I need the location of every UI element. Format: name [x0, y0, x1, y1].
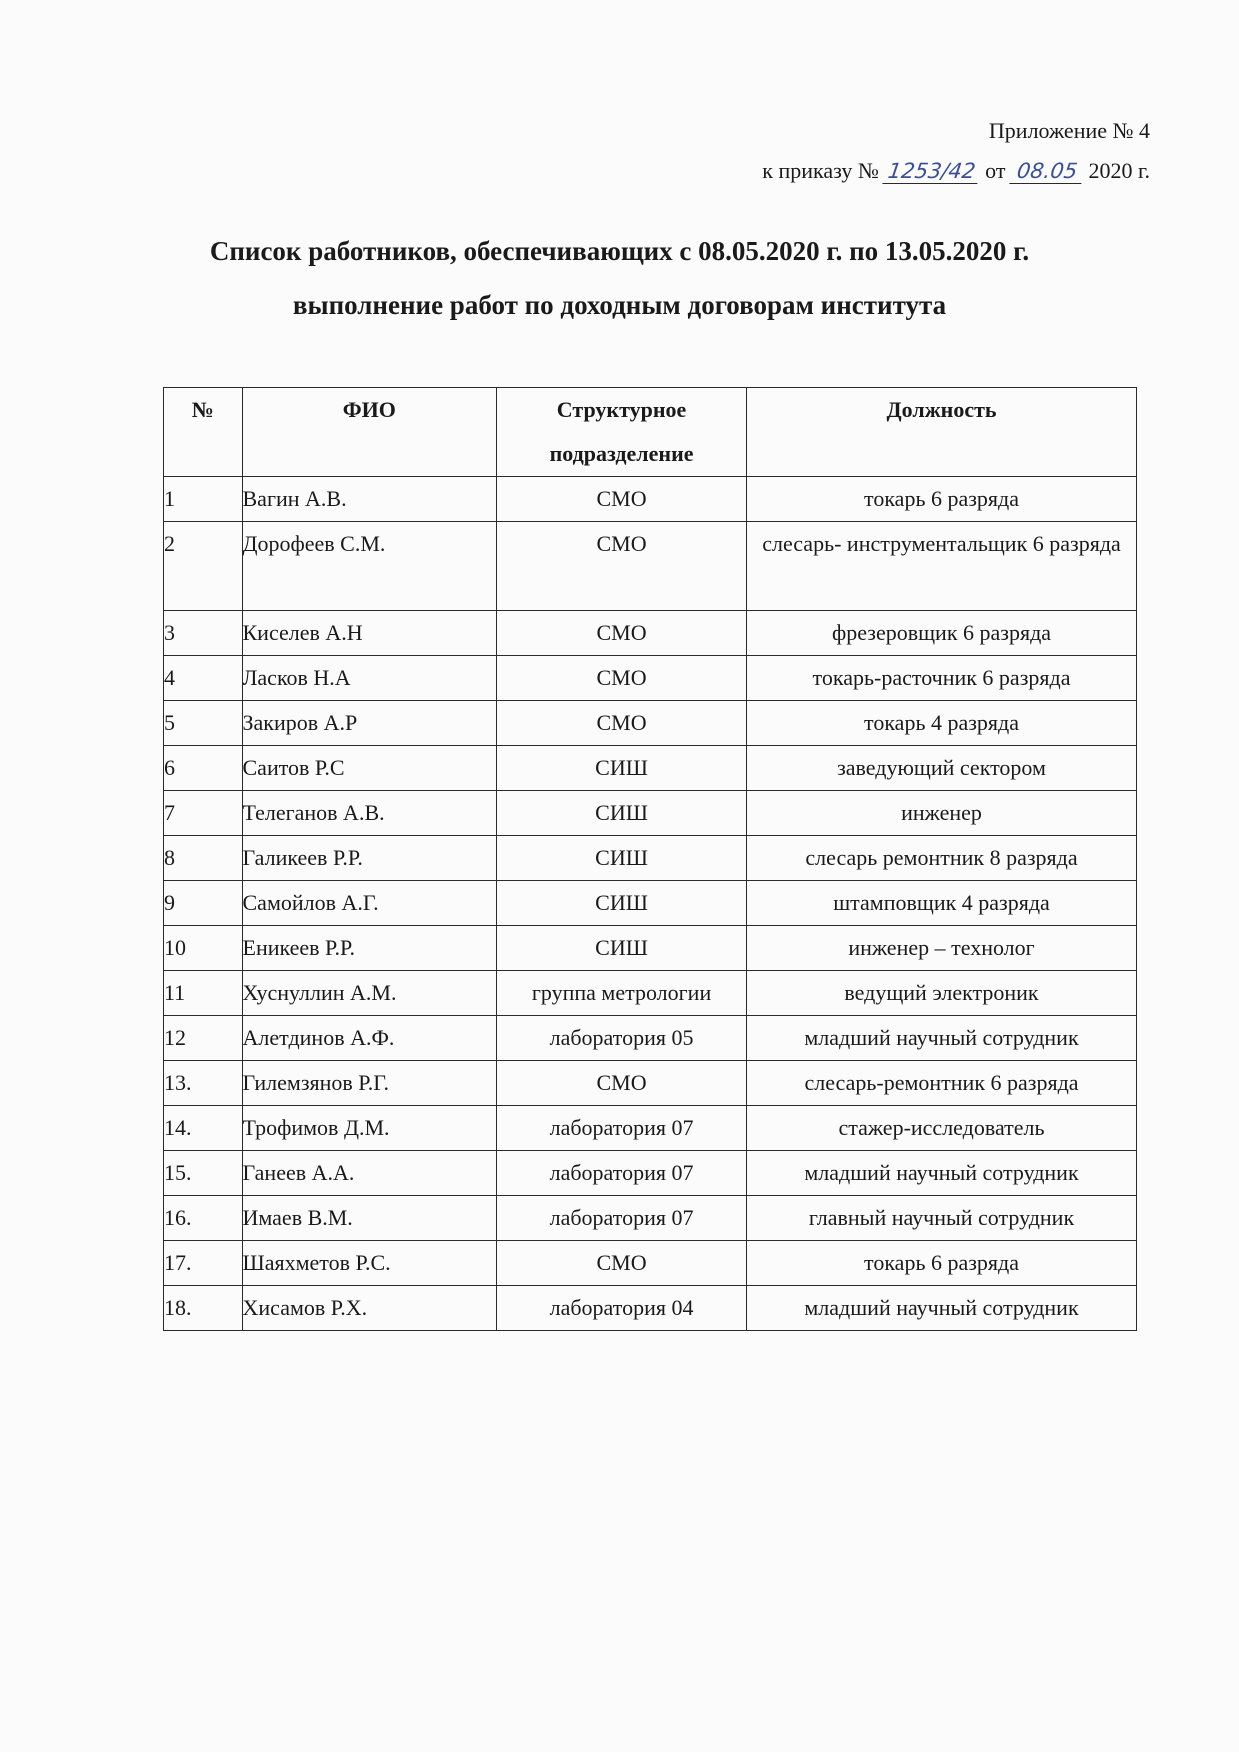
table-row — [164, 1286, 1137, 1331]
row-position: токарь-расточник 6 разряда — [747, 656, 1137, 701]
row-fio: Вагин А.В. — [242, 477, 497, 522]
row-dept: СИШ — [497, 791, 747, 836]
table-row — [164, 1196, 1137, 1241]
row-position: токарь 6 разряда — [747, 477, 1137, 522]
row-dept: СИШ — [497, 926, 747, 971]
document-title-line-1: Список работников, обеспечивающих с 08.05.2020 г. по 13.05.2020 г. — [209, 236, 1030, 266]
table-row — [164, 836, 1137, 881]
table-header-row — [164, 388, 1137, 477]
row-dept: СМО — [497, 1241, 747, 1286]
row-dept: СМО — [497, 1061, 747, 1106]
row-position: стажер-исследователь — [747, 1106, 1137, 1151]
row-dept: группа метрологии — [497, 971, 747, 1016]
table-row — [164, 791, 1137, 836]
row-fio: Гилемзянов Р.Г. — [242, 1061, 497, 1106]
row-num: 17. — [164, 1241, 243, 1286]
row-fio: Саитов Р.С — [242, 746, 497, 791]
header-position: Должность — [747, 388, 1137, 477]
row-position: штамповщик 4 разряда — [747, 881, 1137, 926]
row-num: 6 — [164, 746, 243, 791]
table-row — [164, 926, 1137, 971]
row-fio: Алетдинов А.Ф. — [242, 1016, 497, 1061]
row-position: слесарь ремонтник 8 разряда — [747, 836, 1137, 881]
order-reference — [762, 158, 1150, 184]
table-row — [164, 1106, 1137, 1151]
table-row — [164, 701, 1137, 746]
row-dept: лаборатория 07 — [497, 1196, 747, 1241]
row-position: ведущий электроник — [747, 971, 1137, 1016]
order-number-handwritten: 1253/42 — [883, 160, 982, 184]
row-dept: СИШ — [497, 881, 747, 926]
table-row — [164, 746, 1137, 791]
row-position: фрезеровщик 6 разряда — [747, 611, 1137, 656]
row-num: 4 — [164, 656, 243, 701]
row-dept: лаборатория 07 — [497, 1106, 747, 1151]
row-position: младший научный сотрудник — [747, 1286, 1137, 1331]
header-num: № — [164, 388, 243, 477]
row-num: 11 — [164, 971, 243, 1016]
row-dept: СМО — [497, 656, 747, 701]
order-from: от — [985, 158, 1006, 183]
row-num: 18. — [164, 1286, 243, 1331]
row-fio: Ганеев А.А. — [242, 1151, 497, 1196]
row-fio: Дорофеев С.М. — [242, 522, 497, 611]
row-position: инженер — [747, 791, 1137, 836]
row-num: 1 — [164, 477, 243, 522]
row-num: 13. — [164, 1061, 243, 1106]
row-fio: Ласков Н.А — [242, 656, 497, 701]
row-num: 14. — [164, 1106, 243, 1151]
table-row — [164, 971, 1137, 1016]
row-dept: СМО — [497, 477, 747, 522]
row-position: главный научный сотрудник — [747, 1196, 1137, 1241]
document-title-line-2: выполнение работ по доходным договорам института — [292, 290, 947, 320]
row-position: заведующий сектором — [747, 746, 1137, 791]
row-fio: Хисамов Р.Х. — [242, 1286, 497, 1331]
row-dept: лаборатория 07 — [497, 1151, 747, 1196]
row-position: инженер – технолог — [747, 926, 1137, 971]
row-num: 8 — [164, 836, 243, 881]
row-fio: Трофимов Д.М. — [242, 1106, 497, 1151]
row-dept: лаборатория 05 — [497, 1016, 747, 1061]
row-position: слесарь- инструментальщик 6 разряда — [747, 522, 1137, 611]
staff-table — [163, 387, 1137, 1331]
row-num: 9 — [164, 881, 243, 926]
row-fio: Закиров А.Р — [242, 701, 497, 746]
row-fio: Телеганов А.В. — [242, 791, 497, 836]
staff-table-body — [164, 477, 1137, 1331]
row-num: 12 — [164, 1016, 243, 1061]
row-position: младший научный сотрудник — [747, 1016, 1137, 1061]
row-fio: Самойлов А.Г. — [242, 881, 497, 926]
row-dept: СМО — [497, 522, 747, 611]
row-position: токарь 4 разряда — [747, 701, 1137, 746]
row-dept: лаборатория 04 — [497, 1286, 747, 1331]
table-row — [164, 522, 1137, 611]
order-date-handwritten: 08.05 — [1009, 160, 1084, 184]
table-row — [164, 881, 1137, 926]
order-prefix: к приказу № — [762, 158, 879, 183]
table-row — [164, 1016, 1137, 1061]
table-row — [164, 611, 1137, 656]
row-num: 16. — [164, 1196, 243, 1241]
row-fio: Хуснуллин А.М. — [242, 971, 497, 1016]
row-fio: Еникеев Р.Р. — [242, 926, 497, 971]
header-fio: ФИО — [242, 388, 497, 477]
row-num: 15. — [164, 1151, 243, 1196]
row-num: 7 — [164, 791, 243, 836]
row-fio: Киселев А.Н — [242, 611, 497, 656]
row-fio: Шаяхметов Р.С. — [242, 1241, 497, 1286]
row-fio: Галикеев Р.Р. — [242, 836, 497, 881]
row-dept: СМО — [497, 701, 747, 746]
row-num: 3 — [164, 611, 243, 656]
table-row — [164, 1151, 1137, 1196]
table-row — [164, 656, 1137, 701]
row-num: 2 — [164, 522, 243, 611]
row-dept: СИШ — [497, 746, 747, 791]
row-position: слесарь-ремонтник 6 разряда — [747, 1061, 1137, 1106]
row-dept: СИШ — [497, 836, 747, 881]
row-position: младший научный сотрудник — [747, 1151, 1137, 1196]
order-year: 2020 г. — [1088, 158, 1150, 183]
table-row — [164, 1061, 1137, 1106]
row-dept: СМО — [497, 611, 747, 656]
row-fio: Имаев В.М. — [242, 1196, 497, 1241]
row-num: 5 — [164, 701, 243, 746]
table-row — [164, 477, 1137, 522]
row-position: токарь 6 разряда — [747, 1241, 1137, 1286]
header-dept: Структурное подразделение — [497, 388, 747, 477]
row-num: 10 — [164, 926, 243, 971]
table-row — [164, 1241, 1137, 1286]
annex-label: Приложение № 4 — [988, 118, 1150, 143]
